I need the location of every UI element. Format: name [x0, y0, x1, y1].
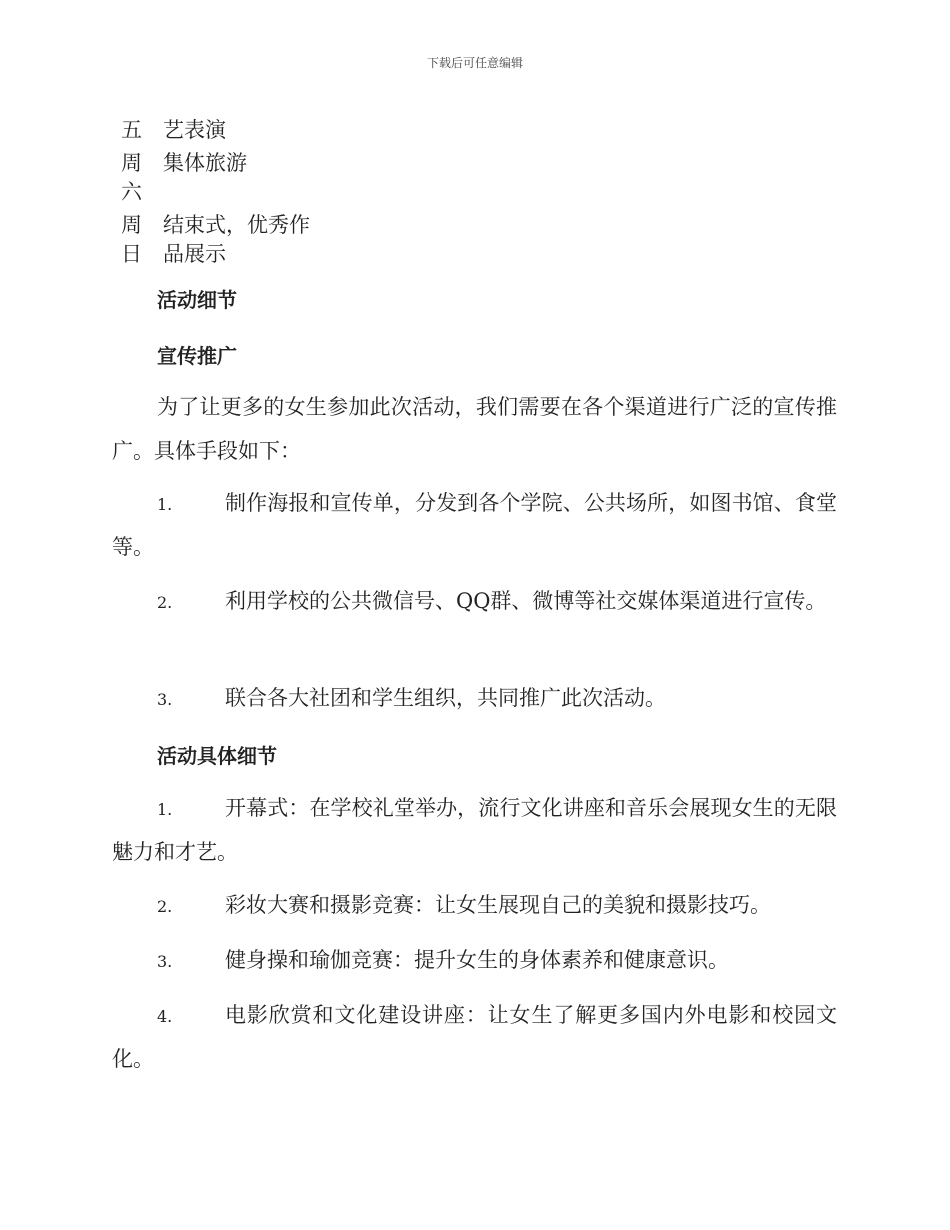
list-item: 电影欣赏和文化建设讲座：让女生了解更多国内外电影和校园文化。 [112, 1003, 837, 1071]
promo-intro-paragraph: 为了让更多的女生参加此次活动，我们需要在各个渠道进行广泛的宣传推广。具体手段如下： [112, 395, 837, 463]
list-item-number: 2. [157, 593, 173, 612]
subsection-heading-promo: 宣传推广 [157, 344, 237, 368]
section-heading: 活动细节 [157, 288, 237, 312]
list-item: 彩妆大赛和摄影竞赛：让女生展现自己的美貌和摄影技巧。 [225, 893, 771, 917]
list-item: 制作海报和宣传单，分发到各个学院、公共场所，如图书馆、食堂等。 [112, 491, 837, 559]
list-item: 利用学校的公共微信号、QQ群、微博等社交媒体渠道进行宣传。 [225, 589, 827, 613]
list-item-number: 3. [157, 690, 173, 709]
subsection-heading-details: 活动具体细节 [157, 744, 277, 768]
list-item-number: 1. [157, 495, 173, 514]
list-item: 开幕式：在学校礼堂举办，流行文化讲座和音乐会展现女生的无限魅力和才艺。 [112, 796, 837, 864]
schedule-activity: 结束式，优秀作 [163, 213, 310, 237]
schedule-day: 周 [121, 151, 142, 175]
list-item-number: 1. [157, 800, 173, 819]
schedule-day: 日 [121, 242, 142, 266]
list-item: 联合各大社团和学生组织，共同推广此次活动。 [225, 686, 666, 710]
schedule-day: 周 [121, 213, 142, 237]
schedule-activity: 集体旅游 [163, 151, 247, 175]
list-item-number: 2. [157, 897, 173, 916]
page-header-note: 下载后可任意编辑 [426, 56, 523, 70]
schedule-day: 五 [121, 118, 142, 142]
list-item-number: 4. [157, 1007, 173, 1026]
list-item-number: 3. [157, 952, 173, 971]
schedule-day: 六 [121, 180, 142, 204]
schedule-activity: 艺表演 [163, 118, 226, 142]
schedule-activity: 品展示 [163, 242, 226, 266]
list-item: 健身操和瑜伽竞赛：提升女生的身体素养和健康意识。 [225, 948, 729, 972]
